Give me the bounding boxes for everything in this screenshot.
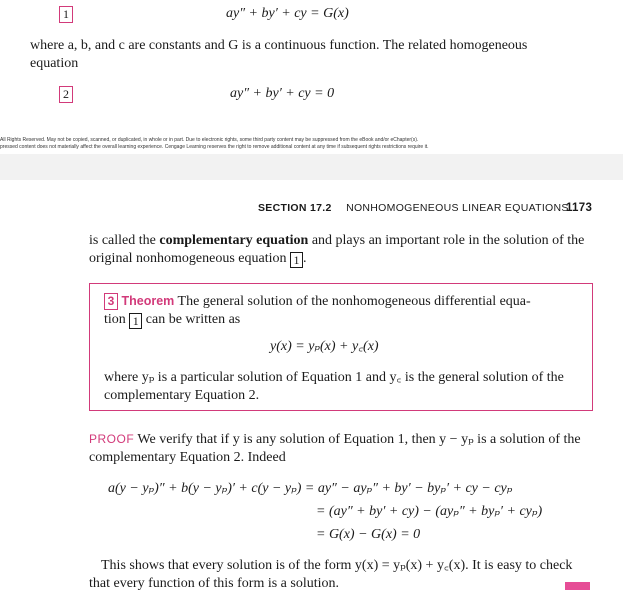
- proof-equation-line3: = G(x) − G(x) = 0: [316, 527, 421, 542]
- equation-number-2: 2: [59, 86, 73, 103]
- equation-1: ay″ + by′ + cy = G(x): [226, 6, 349, 21]
- section-number: SECTION 17.2: [258, 202, 332, 214]
- end-of-proof-mark: [565, 582, 590, 590]
- proof-equation-line2: = (ay″ + by′ + cy) − (ayₚ″ + byₚ′ + cyₚ): [316, 504, 543, 519]
- theorem-formula: y(x) = yₚ(x) + y꜀(x): [270, 339, 379, 354]
- theorem-line1: 3 Theorem The general solution of the nonhomogeneous differential equa-: [104, 292, 584, 311]
- theorem-where-line2: complementary Equation 2.: [104, 388, 260, 403]
- equation-number-1: 1: [59, 6, 73, 23]
- equation-ref-1: 1: [290, 252, 303, 268]
- proof-conclusion-line1: This shows that every solution is of the form y(x) = yₚ(x) + y꜀(x). It is easy to check: [101, 558, 573, 573]
- proof-conclusion-line2: that every function of this form is a solution.: [89, 576, 340, 591]
- theorem-line2: tion 1 can be written as: [104, 312, 241, 328]
- running-header: [258, 202, 569, 214]
- intro-line1: is called the complementary equation and plays an important role in the solution of the: [89, 233, 585, 248]
- paragraph-where-line1: where a, b, and c are constants and G is a continuous function. The related homogeneous: [30, 38, 528, 53]
- equation-2: ay″ + by′ + cy = 0: [230, 86, 335, 101]
- proof-conclusion: [89, 557, 604, 593]
- theorem-statement: [104, 292, 584, 329]
- rights-notice-line1: All Rights Reserved. May not be copied, scanned, or duplicated, in whole or in part. Due to electronic rights, some third party content may be suppressed from the eBook and/or eChapter(s).: [0, 137, 419, 143]
- proof-line2: complementary Equation 2. Indeed: [89, 450, 286, 465]
- proof-label: PROOF: [89, 432, 135, 446]
- intro-line2: original nonhomogeneous equation 1 .: [89, 251, 307, 267]
- theorem-equation-ref-1: 1: [129, 313, 142, 329]
- proof-equation-line1: a(y − yₚ)″ + b(y − yₚ)′ + c(y − yₚ) = ay″ − ayₚ″ + by′ − byₚ′ + cy − cyₚ: [108, 481, 513, 496]
- theorem-where: [104, 369, 584, 405]
- page-number: 1173: [566, 202, 593, 214]
- theorem-number: 3: [104, 293, 118, 310]
- paragraph-where: [30, 37, 615, 73]
- intro-paragraph: [89, 232, 604, 268]
- section-title: NONHOMOGENEOUS LINEAR EQUATIONS: [346, 202, 569, 214]
- proof-line1: PROOF We verify that if y is any solution of Equation 1, then y − yₚ is a solution of the: [89, 432, 581, 447]
- proof-paragraph: [89, 430, 604, 467]
- paragraph-where-line2: equation: [30, 56, 79, 71]
- theorem-label: Theorem: [121, 294, 175, 308]
- theorem-where-line1: where yₚ is a particular solution of Equation 1 and y꜀ is the general solution of the: [104, 370, 564, 385]
- rights-notice-line2: pressed content does not materially affect the overall learning experience. Cengage Learning reserves the right to remove additional content at any time if subsequent rights restrictions require it.: [0, 144, 429, 150]
- term-complementary-equation: complementary equation: [159, 233, 309, 248]
- page-gap: [0, 154, 623, 180]
